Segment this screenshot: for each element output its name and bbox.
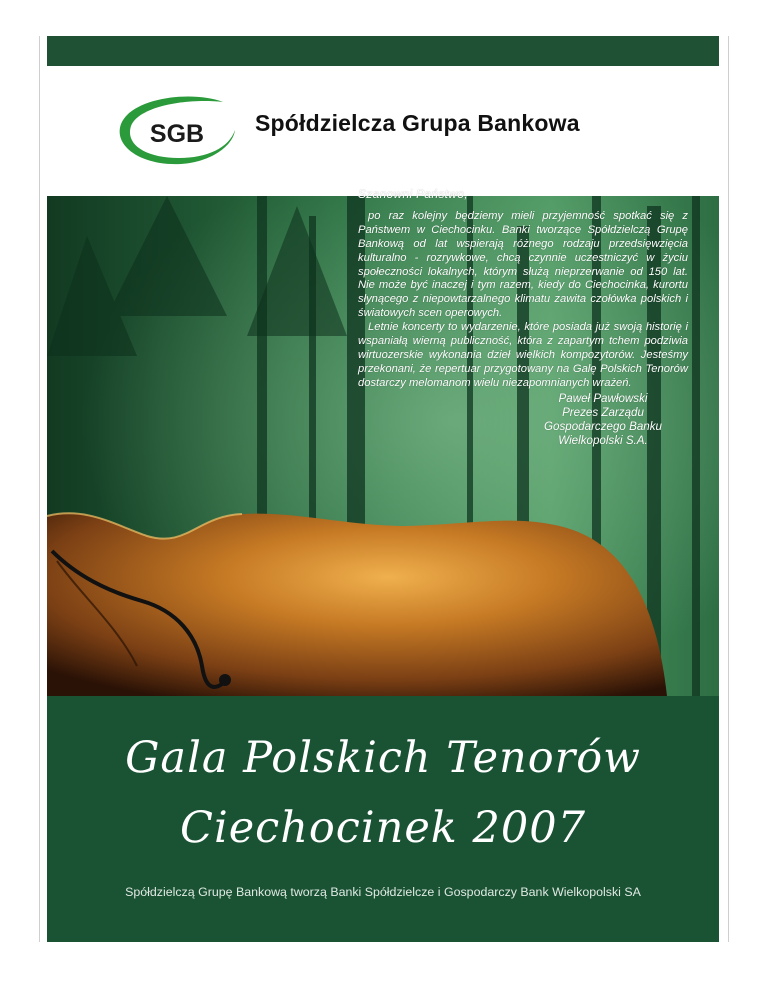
logo-text: SGB [149, 120, 205, 148]
letter-signature [518, 392, 688, 448]
letter-paragraph-2: Letnie koncerty to wydarzenie, które posiada już swoją historię i wspaniałą wierną publiczność, która z zapartym tchem podziwia wirtuozerskie wykonania dzieł wielkich kompozytorów. Jesteśmy przekonani, że repertuar przygotowany na Galę Polskich Tenorów dostarczy melomanom wielu niezapomnianych wrażeń. [358, 321, 688, 389]
signature-role: Prezes Zarządu [562, 405, 644, 419]
f-hole-dot [219, 674, 231, 686]
poster [47, 36, 719, 942]
letter-greeting: Szanowni Państwo, [358, 187, 468, 201]
crop-mark-left [39, 36, 40, 942]
welcome-letter [358, 188, 688, 448]
top-band [47, 36, 719, 66]
signature-name: Paweł Pawłowski [558, 391, 648, 405]
violin-body [47, 513, 667, 696]
crop-mark-right [728, 36, 729, 942]
gala-title-line2: Ciechocinek 2007 [180, 803, 586, 853]
letter-paragraph-1: po raz kolejny będziemy mieli przyjemność spotkać się z Państwem w Ciechocinku. Banki tworzące Spółdzielczą Grupę Bankową od lat wspierają różnego rodzaju przedsięwzięcia kulturalno - rozrywkowe, chcą czynnie uczestniczyć w życiu społeczności lokalnych, którym służą nieprzerwanie od 150 lat. Nie może być inaczej i tym razem, kiedy do Ciechocinka, kurortu słynącego z niepowtarzalnego klimatu zawita czołówka polskich i światowych scen operowych. [358, 209, 688, 320]
footer-note: Spółdzielczą Grupę Bankową tworzą Banki Spółdzielcze i Gospodarczy Bank Wielkopolski SA [125, 885, 641, 899]
gala-title-line1: Gala Polskich Tenorów [125, 733, 641, 783]
sgb-logo [111, 94, 241, 172]
brand-name: Spółdzielcza Grupa Bankowa [255, 110, 580, 136]
signature-company-2: Wielkopolski S.A. [558, 433, 648, 447]
signature-company: Gospodarczego Banku [544, 419, 662, 433]
